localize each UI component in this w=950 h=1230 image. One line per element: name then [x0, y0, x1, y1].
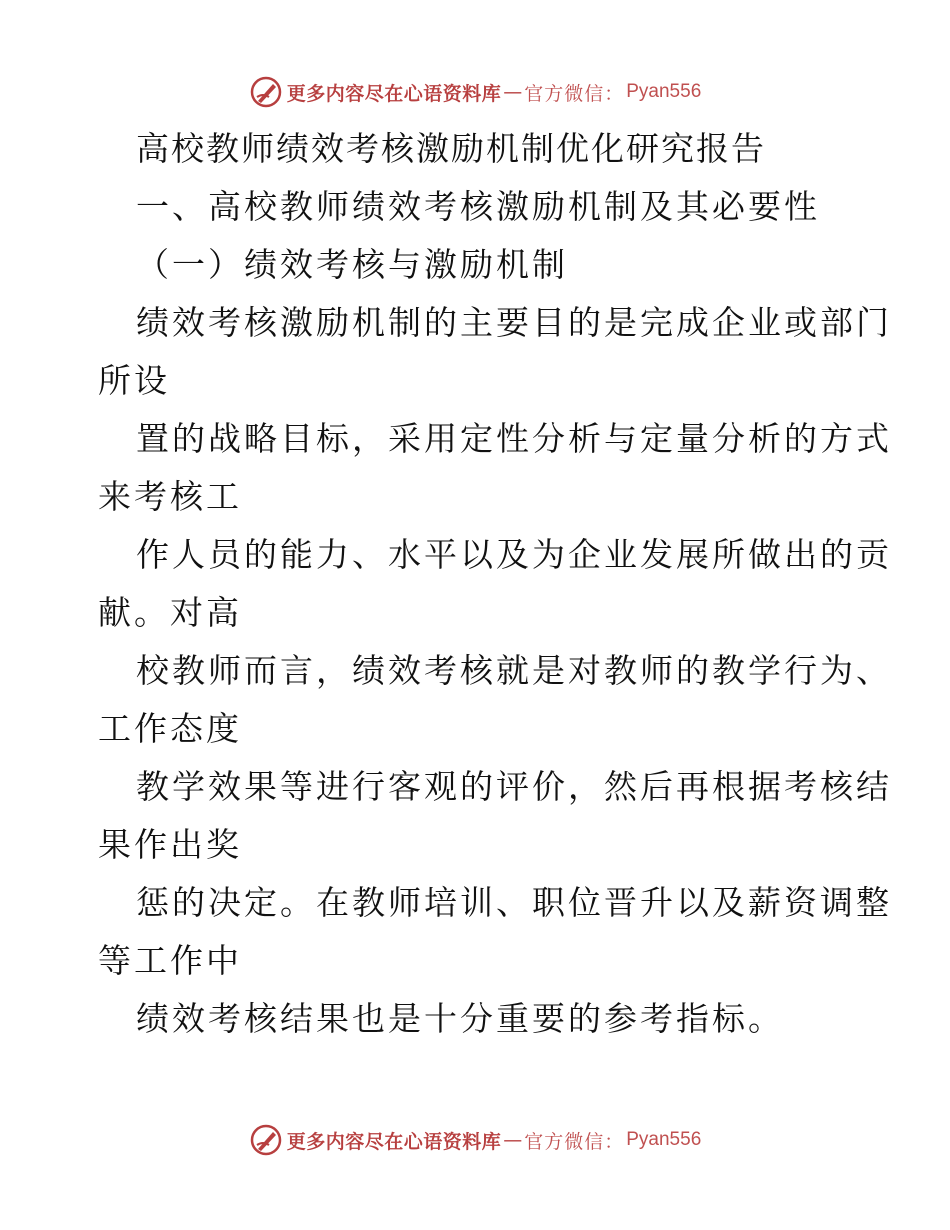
document-body: [98, 120, 892, 1048]
quill-logo-icon: [249, 1123, 283, 1157]
watermark-official-label: 官方微信：: [524, 1130, 625, 1153]
paragraph-line: 惩的决定。在教师培训、职位晋升以及薪资调整: [136, 883, 892, 922]
paragraph-line: 来考核工: [98, 477, 242, 516]
paragraph-line: 教学效果等进行客观的评价，然后再根据考核结: [136, 767, 892, 806]
header-watermark: [0, 72, 950, 112]
paragraph-line: 所设: [98, 361, 170, 400]
paragraph-line: 献。对高: [98, 593, 242, 632]
paragraph-line: 工作态度: [98, 709, 242, 748]
quill-logo-icon: [249, 75, 283, 109]
paragraph-line: 置的战略目标，采用定性分析与定量分析的方式: [136, 419, 892, 458]
paragraph-line: 作人员的能力、水平以及为企业发展所做出的贡: [136, 535, 892, 574]
paragraph-line: 绩效考核结果也是十分重要的参考指标。: [136, 999, 784, 1038]
watermark-dash: —: [503, 81, 523, 103]
watermark-promo-text: 更多内容尽在心语资料库: [286, 1130, 502, 1153]
subsection-heading: （一）绩效考核与激励机制: [136, 245, 568, 284]
footer-watermark: [0, 1120, 950, 1160]
watermark-wechat-id: Pyan556: [626, 1129, 702, 1150]
document-title: 高校教师绩效考核激励机制优化研究报告: [136, 129, 766, 168]
section-heading: 一、高校教师绩效考核激励机制及其必要性: [136, 187, 820, 226]
paragraph-line: 等工作中: [98, 941, 242, 980]
paragraph-line: 校教师而言，绩效考核就是对教师的教学行为、: [136, 651, 892, 690]
paragraph-line: 绩效考核激励机制的主要目的是完成企业或部门: [136, 303, 892, 342]
watermark-dash: —: [503, 1129, 523, 1151]
watermark-wechat-id: Pyan556: [626, 81, 702, 102]
watermark-official-label: 官方微信：: [524, 82, 625, 105]
watermark-promo-text: 更多内容尽在心语资料库: [286, 82, 502, 105]
paragraph-line: 果作出奖: [98, 825, 242, 864]
